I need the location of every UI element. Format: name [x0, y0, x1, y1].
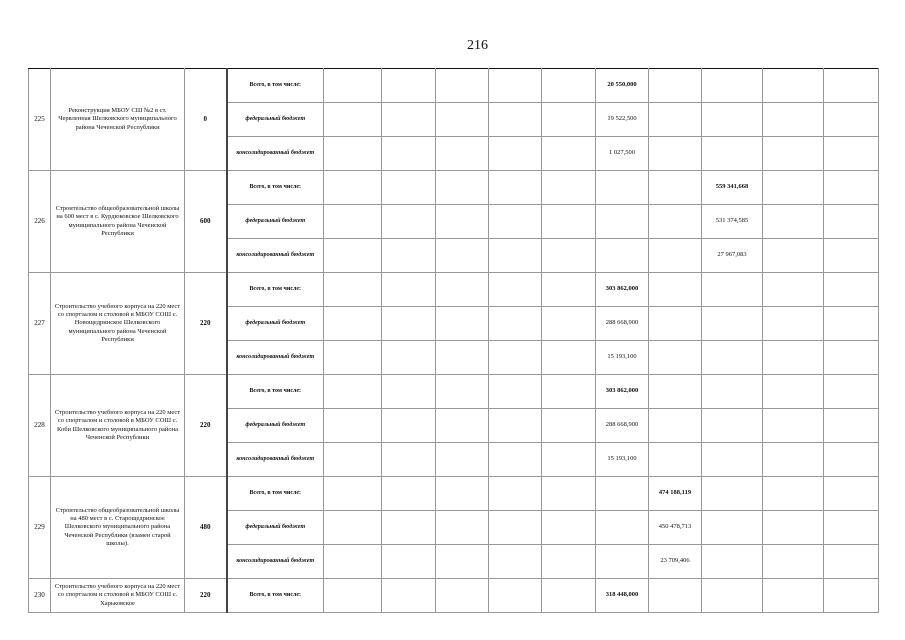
budget-label-consolidated: консолидированный бюджет [227, 137, 324, 171]
table-row [29, 273, 879, 307]
empty-cell [824, 511, 879, 545]
empty-cell [324, 409, 382, 443]
empty-cell [489, 579, 542, 613]
empty-cell [763, 137, 824, 171]
empty-cell [763, 103, 824, 137]
empty-cell [649, 171, 702, 205]
empty-cell [489, 409, 542, 443]
empty-cell [824, 341, 879, 375]
budget-label-total: Всего, в том числе: [227, 171, 324, 205]
budget-label-total: Всего, в том числе: [227, 69, 324, 103]
budget-label-consolidated: консолидированный бюджет [227, 443, 324, 477]
table-row [29, 375, 879, 409]
empty-cell [763, 341, 824, 375]
amount-consolidated: 23 709,406 [649, 545, 702, 579]
empty-cell [596, 545, 649, 579]
empty-cell [542, 69, 596, 103]
empty-cell [324, 545, 382, 579]
empty-cell [824, 545, 879, 579]
amount-federal: 288 668,900 [596, 307, 649, 341]
empty-cell [382, 69, 436, 103]
empty-cell [542, 103, 596, 137]
empty-cell [324, 341, 382, 375]
empty-cell [489, 69, 542, 103]
empty-cell [324, 137, 382, 171]
empty-cell [489, 443, 542, 477]
empty-cell [596, 205, 649, 239]
empty-cell [382, 239, 436, 273]
budget-label-federal: федеральный бюджет [227, 511, 324, 545]
empty-cell [324, 375, 382, 409]
row-number: 230 [29, 579, 51, 613]
budget-label-total: Всего, в том числе: [227, 477, 324, 511]
empty-cell [324, 273, 382, 307]
empty-cell [702, 375, 763, 409]
empty-cell [824, 205, 879, 239]
empty-cell [436, 443, 489, 477]
budget-label-federal: федеральный бюджет [227, 205, 324, 239]
amount-consolidated: 15 193,100 [596, 341, 649, 375]
empty-cell [382, 545, 436, 579]
empty-cell [382, 477, 436, 511]
empty-cell [436, 511, 489, 545]
empty-cell [649, 307, 702, 341]
empty-cell [436, 239, 489, 273]
project-name: Строительство учебного корпуса на 220 мест со спортзалом и столовой в МБОУ СОШ с. Харьковское [51, 579, 185, 613]
empty-cell [324, 103, 382, 137]
empty-cell [542, 545, 596, 579]
empty-cell [649, 69, 702, 103]
empty-cell [824, 477, 879, 511]
amount-consolidated: 15 193,100 [596, 443, 649, 477]
empty-cell [763, 171, 824, 205]
empty-cell [702, 579, 763, 613]
empty-cell [382, 579, 436, 613]
empty-cell [763, 273, 824, 307]
empty-cell [542, 273, 596, 307]
empty-cell [763, 477, 824, 511]
empty-cell [324, 511, 382, 545]
budget-label-total: Всего, в том числе: [227, 375, 324, 409]
empty-cell [382, 375, 436, 409]
capacity: 220 [185, 375, 227, 477]
budget-label-total: Всего, в том числе: [227, 579, 324, 613]
empty-cell [489, 511, 542, 545]
page-number: 216 [467, 38, 488, 53]
empty-cell [324, 443, 382, 477]
table-row [29, 171, 879, 205]
project-name: Строительство учебного корпуса на 220 мест со спортзалом и столовой в МБОУ СОШ с. Новощедринское Шелковского муниципального района Чеченской Республики [51, 273, 185, 375]
empty-cell [702, 273, 763, 307]
empty-cell [596, 511, 649, 545]
empty-cell [702, 443, 763, 477]
empty-cell [763, 409, 824, 443]
project-name: Строительство общеобразовательной школы на 600 мест в с. Курдюковское Шелковского муниципального района Чеченской Республики [51, 171, 185, 273]
budget-label-consolidated: консолидированный бюджет [227, 239, 324, 273]
empty-cell [324, 205, 382, 239]
empty-cell [542, 409, 596, 443]
amount-total: 318 448,000 [596, 579, 649, 613]
empty-cell [542, 205, 596, 239]
empty-cell [382, 137, 436, 171]
row-number: 228 [29, 375, 51, 477]
empty-cell [489, 307, 542, 341]
empty-cell [649, 375, 702, 409]
empty-cell [824, 103, 879, 137]
empty-cell [382, 409, 436, 443]
empty-cell [542, 239, 596, 273]
empty-cell [489, 273, 542, 307]
empty-cell [649, 409, 702, 443]
empty-cell [702, 341, 763, 375]
empty-cell [436, 171, 489, 205]
empty-cell [702, 137, 763, 171]
empty-cell [542, 477, 596, 511]
amount-total: 303 862,000 [596, 375, 649, 409]
empty-cell [436, 307, 489, 341]
project-name: Строительство учебного корпуса на 220 мест со спортзалом и столовой в МБОУ СОШ с. Коби Шелковского муниципального района Чеченской Республики [51, 375, 185, 477]
empty-cell [436, 103, 489, 137]
empty-cell [649, 579, 702, 613]
empty-cell [824, 307, 879, 341]
empty-cell [763, 579, 824, 613]
empty-cell [702, 545, 763, 579]
empty-cell [763, 307, 824, 341]
empty-cell [324, 69, 382, 103]
empty-cell [649, 239, 702, 273]
empty-cell [382, 171, 436, 205]
empty-cell [763, 205, 824, 239]
table-row [29, 69, 879, 103]
empty-cell [649, 273, 702, 307]
empty-cell [324, 171, 382, 205]
empty-cell [436, 409, 489, 443]
empty-cell [542, 307, 596, 341]
empty-cell [324, 239, 382, 273]
empty-cell [436, 341, 489, 375]
capacity: 220 [185, 273, 227, 375]
budget-label-consolidated: консолидированный бюджет [227, 545, 324, 579]
empty-cell [382, 205, 436, 239]
empty-cell [542, 137, 596, 171]
empty-cell [649, 205, 702, 239]
empty-cell [382, 443, 436, 477]
empty-cell [489, 103, 542, 137]
empty-cell [542, 579, 596, 613]
empty-cell [702, 69, 763, 103]
capacity: 220 [185, 579, 227, 613]
empty-cell [489, 171, 542, 205]
empty-cell [702, 409, 763, 443]
empty-cell [324, 579, 382, 613]
empty-cell [542, 171, 596, 205]
empty-cell [763, 545, 824, 579]
empty-cell [382, 273, 436, 307]
empty-cell [702, 511, 763, 545]
empty-cell [382, 103, 436, 137]
empty-cell [702, 477, 763, 511]
empty-cell [489, 341, 542, 375]
empty-cell [382, 307, 436, 341]
empty-cell [702, 103, 763, 137]
empty-cell [382, 511, 436, 545]
budget-table [28, 68, 879, 613]
empty-cell [763, 69, 824, 103]
empty-cell [824, 273, 879, 307]
project-name: Реконструкция МБОУ СШ №2 в ст. Червленная Шелковского муниципального района Чеченской Республики [51, 69, 185, 171]
empty-cell [489, 375, 542, 409]
capacity: 480 [185, 477, 227, 579]
empty-cell [436, 477, 489, 511]
empty-cell [763, 375, 824, 409]
empty-cell [649, 341, 702, 375]
empty-cell [382, 341, 436, 375]
empty-cell [649, 443, 702, 477]
empty-cell [824, 579, 879, 613]
empty-cell [824, 409, 879, 443]
empty-cell [824, 137, 879, 171]
row-number: 227 [29, 273, 51, 375]
budget-label-consolidated: консолидированный бюджет [227, 341, 324, 375]
amount-total: 474 188,119 [649, 477, 702, 511]
budget-label-federal: федеральный бюджет [227, 307, 324, 341]
row-number: 229 [29, 477, 51, 579]
empty-cell [824, 69, 879, 103]
row-number: 226 [29, 171, 51, 273]
empty-cell [596, 239, 649, 273]
empty-cell [436, 375, 489, 409]
empty-cell [489, 239, 542, 273]
amount-federal: 19 522,500 [596, 103, 649, 137]
capacity: 600 [185, 171, 227, 273]
empty-cell [763, 443, 824, 477]
empty-cell [436, 579, 489, 613]
empty-cell [824, 171, 879, 205]
empty-cell [596, 477, 649, 511]
row-number: 225 [29, 69, 51, 171]
empty-cell [489, 137, 542, 171]
table-row [29, 477, 879, 511]
empty-cell [824, 239, 879, 273]
empty-cell [824, 375, 879, 409]
empty-cell [436, 205, 489, 239]
amount-federal: 531 374,585 [702, 205, 763, 239]
empty-cell [702, 307, 763, 341]
capacity: 0 [185, 69, 227, 171]
empty-cell [542, 341, 596, 375]
empty-cell [436, 69, 489, 103]
budget-label-total: Всего, в том числе: [227, 273, 324, 307]
amount-total: 20 550,000 [596, 69, 649, 103]
empty-cell [649, 103, 702, 137]
empty-cell [489, 477, 542, 511]
empty-cell [436, 273, 489, 307]
empty-cell [489, 205, 542, 239]
empty-cell [324, 307, 382, 341]
empty-cell [824, 443, 879, 477]
amount-consolidated: 1 027,500 [596, 137, 649, 171]
amount-total: 559 341,668 [702, 171, 763, 205]
empty-cell [542, 375, 596, 409]
amount-federal: 450 478,713 [649, 511, 702, 545]
empty-cell [596, 171, 649, 205]
amount-total: 303 862,000 [596, 273, 649, 307]
table-row [29, 579, 879, 613]
empty-cell [763, 239, 824, 273]
empty-cell [542, 511, 596, 545]
project-name: Строительство общеобразовательной школы на 480 мест в с. Старощедринское Шелковского муниципального района Чеченской Республики (взамен старой школы). [51, 477, 185, 579]
empty-cell [649, 137, 702, 171]
budget-label-federal: федеральный бюджет [227, 103, 324, 137]
empty-cell [324, 477, 382, 511]
empty-cell [763, 511, 824, 545]
empty-cell [436, 545, 489, 579]
amount-consolidated: 27 967,083 [702, 239, 763, 273]
empty-cell [489, 545, 542, 579]
amount-federal: 288 668,900 [596, 409, 649, 443]
budget-label-federal: федеральный бюджет [227, 409, 324, 443]
empty-cell [436, 137, 489, 171]
empty-cell [542, 443, 596, 477]
